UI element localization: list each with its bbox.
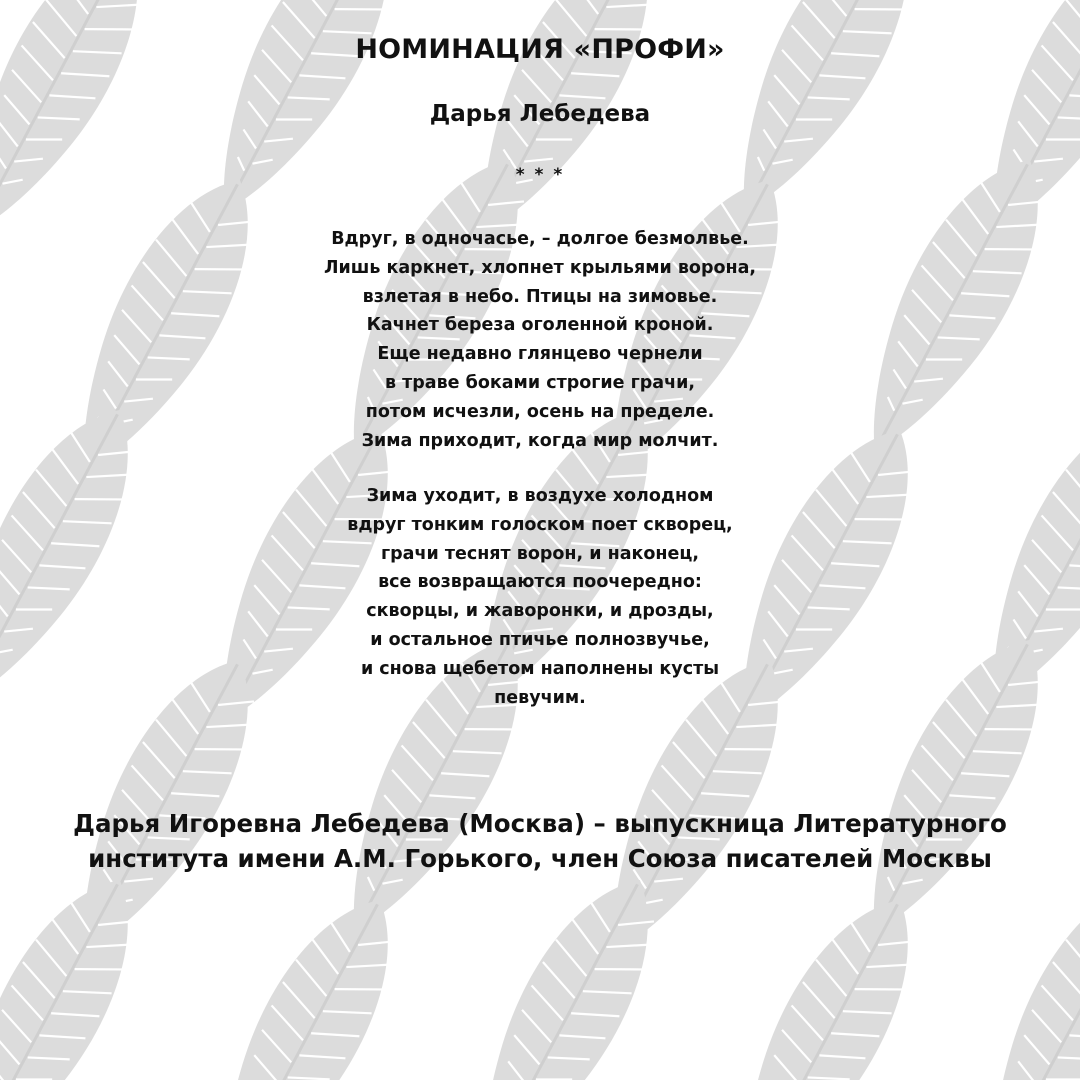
- poem-line: Лишь каркнет, хлопнет крыльями ворона,: [323, 257, 757, 278]
- poem-line: и снова щебетом наполнены кусты: [360, 658, 720, 679]
- poem-separator: * * *: [515, 165, 565, 185]
- poem-line: в траве боками строгие грачи,: [384, 372, 696, 393]
- poem-line: певучим.: [494, 687, 586, 708]
- author-bio: [0, 806, 1080, 876]
- poem-line: потом исчезли, осень на пределе.: [365, 401, 715, 422]
- poem-stanza-1: [0, 225, 1080, 455]
- poem-line: вдруг тонким голоском поет скворец,: [347, 514, 733, 535]
- poem-line: Зима уходит, в воздухе холодном: [366, 486, 714, 506]
- poem-line: Вдруг, в одночасье, – долгое безмолвье.: [331, 229, 749, 249]
- poem-line: Еще недавно глянцево чернели: [377, 344, 703, 365]
- poem-line: грачи теснят ворон, и наконец,: [380, 543, 699, 564]
- nomination-title: НОМИНАЦИЯ «ПРОФИ»: [355, 34, 725, 65]
- poem-line: взлетая в небо. Птицы на зимовье.: [362, 286, 718, 307]
- author-bio-line: института имени А.М. Горького, член Союза писателей Москвы: [88, 844, 992, 873]
- poem-line: Зима приходит, когда мир молчит.: [361, 430, 719, 451]
- author-name: Дарья Лебедева: [429, 101, 651, 127]
- poem-line: все возвращаются поочередно:: [378, 572, 702, 593]
- author-bio-line: Дарья Игоревна Лебедева (Москва) – выпускница Литературного: [73, 809, 1007, 838]
- poem-line: скворцы, и жаворонки, и дрозды,: [366, 601, 714, 622]
- poem-line: и остальное птичье полнозвучье,: [370, 629, 710, 650]
- poem-line: Качнет береза оголенной кроной.: [366, 315, 714, 336]
- poem-stanza-2: [0, 482, 1080, 712]
